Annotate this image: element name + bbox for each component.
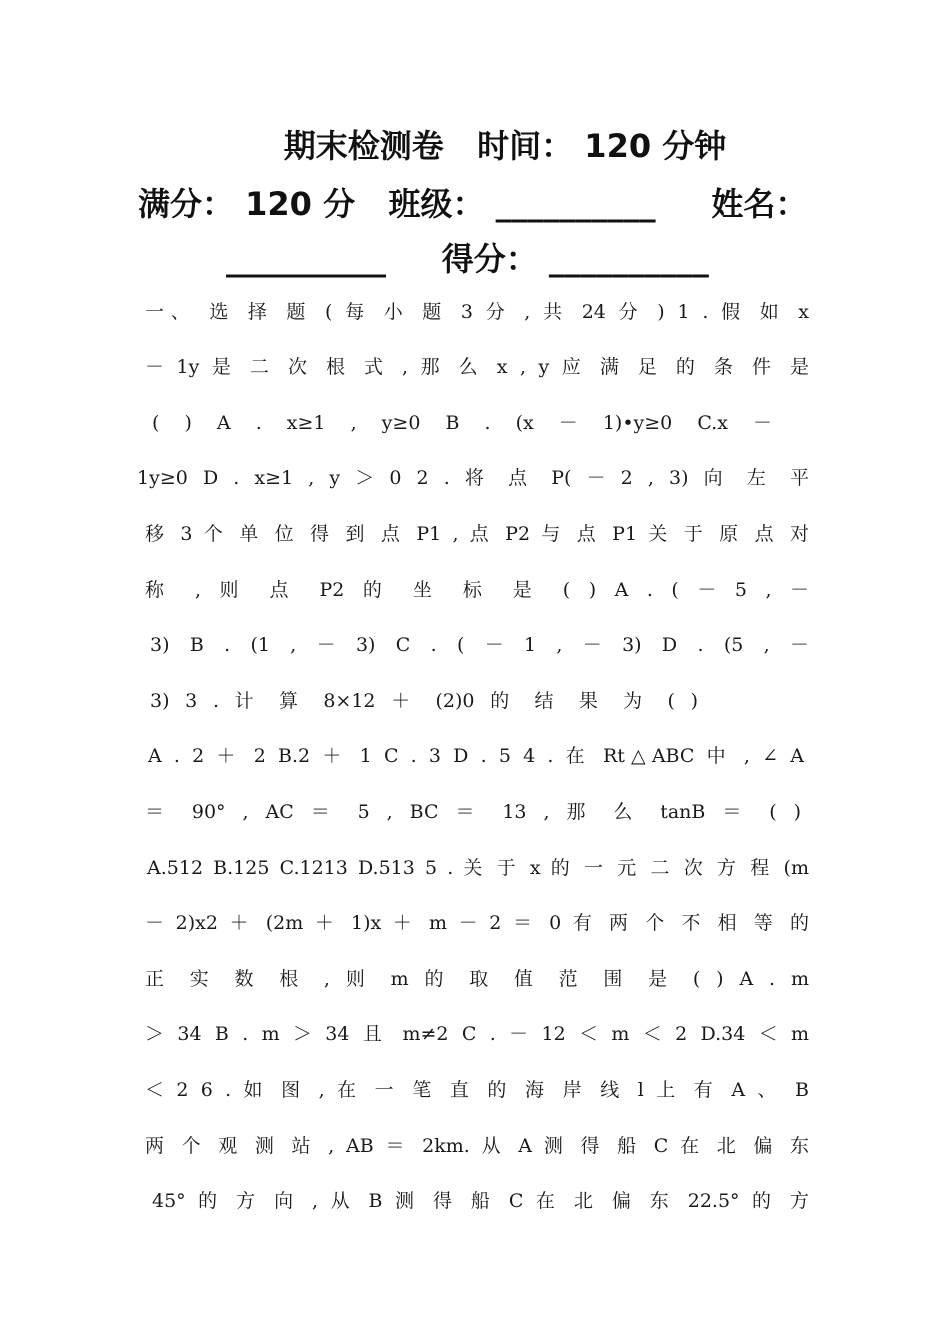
question-text-line: 1y≥0 D . x≥1 , y ＞ 0 2 . 将 点 P( － 2 , 3) 向 左 平	[137, 467, 809, 489]
exam-info-line: 满分： 120 分 班级： __________ 姓名：	[138, 185, 808, 223]
question-text-line: 移 3 个 单 位 得 到 点 P1 , 点 P2 与 点 P1 关 于 原 点 对	[145, 523, 809, 545]
question-text-line: ＞ 34 B . m ＞ 34 且 m≠2 C . － 12 ＜ m ＜ 2 D.34 ＜ m	[145, 1023, 809, 1045]
question-text-line: 3) 3 . 计 算 8×12 ＋ (2)0 的 结 果 为 ( )	[150, 690, 698, 712]
question-text-line: 45° 的 方 向 , 从 B 测 得 船 C 在 北 偏 东 22.5° 的 方	[152, 1190, 809, 1212]
exam-score-line: __________ 得分： __________	[226, 240, 709, 278]
question-text-line: A . 2 ＋ 2 B.2 ＋ 1 C . 3 D . 5 4 . 在 Rt△ABC 中 , ∠ A	[148, 745, 804, 767]
question-text-line: － 2)x2 ＋ (2m ＋ 1)x ＋ m － 2 ＝ 0 有 两 个 不 相 等 的	[145, 912, 809, 934]
question-text-line: A.512 B.125 C.1213 D.513 5 . 关 于 x 的 一 元 二 次 方 程 (m	[147, 857, 809, 879]
question-text-line: 称 , 则 点 P2 的 坐 标 是 ( ) A . ( － 5 , －	[145, 579, 809, 601]
question-text-line: ＝ 90° , AC ＝ 5 , BC ＝ 13 , 那 么 tanB ＝ ( )	[145, 801, 801, 823]
question-text-line: 一、 选 择 题 ( 每 小 题 3 分 , 共 24 分 ) 1 . 假 如 x	[145, 301, 809, 323]
question-text-line: － 1y 是 二 次 根 式 , 那 么 x , y 应 满 足 的 条 件 是	[145, 356, 809, 378]
question-text-line: ( ) A . x≥1 , y≥0 B . (x － 1)•y≥0 C.x －	[152, 412, 772, 434]
question-text-line: 两 个 观 测 站 , AB ＝ 2km. 从 A 测 得 船 C 在 北 偏 东	[145, 1135, 809, 1157]
exam-title: 期末检测卷 时间： 120 分钟	[283, 127, 727, 165]
question-text-line: 3) B . (1 , － 3) C . ( － 1 , － 3) D . (5 , －	[150, 634, 809, 656]
question-text-line: ＜ 2 6 . 如 图 , 在 一 笔 直 的 海 岸 线 l 上 有 A 、 B	[145, 1079, 809, 1101]
question-text-line: 正 实 数 根 , 则 m 的 取 值 范 围 是 ( ) A . m	[145, 968, 809, 990]
